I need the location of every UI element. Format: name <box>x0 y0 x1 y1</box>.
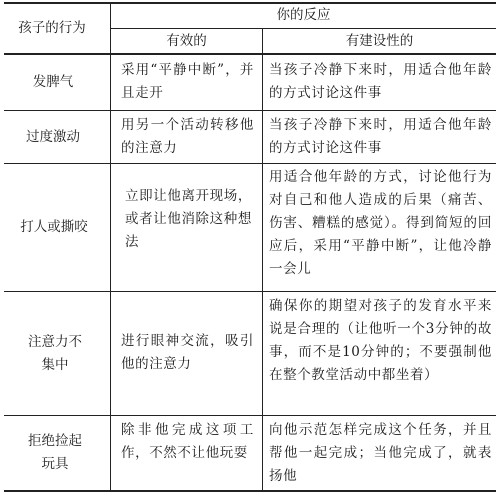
row-behavior-tantrum: 发脾气 <box>32 73 74 90</box>
row-constructive-inattentive: 确保你的期望对孩子的发育水平来说是合理的（让他听一个3分钟的故事，而不是10分钟的；不要强制他在整个教堂活动中都坐着） <box>269 298 492 383</box>
row-constructive-overexcited: 当孩子冷静下来时，用适合他年龄的方式讨论这件事 <box>269 117 492 156</box>
row-behavior-overexcited: 过度激动 <box>26 128 80 145</box>
header-effective: 有效的 <box>166 32 207 49</box>
row-behavior-hitting: 打人或撕咬 <box>20 219 88 235</box>
row-constructive-tantrum: 当孩子冷静下来时，用适合他年龄的方式讨论这件事 <box>269 62 492 101</box>
row-effective-tantrum: 采用“平静中断”，并且走开 <box>121 62 254 101</box>
behavior-reaction-table <box>4 2 496 492</box>
row-behavior-toys: 拒绝捡起玩具 <box>28 433 82 472</box>
header-behavior: 孩子的行为 <box>18 19 86 36</box>
header-constructive: 有建设性的 <box>345 32 414 49</box>
row-effective-overexcited: 用另一个活动转移他的注意力 <box>121 117 254 156</box>
row-effective-inattentive: 进行眼神交流，吸引他的注意力 <box>121 333 254 372</box>
row-effective-hitting: 立即让他离开现场，或者让他消除这种想法 <box>125 188 252 250</box>
header-your-reaction: 你的反应 <box>276 6 331 23</box>
row-constructive-toys: 向他示范怎样完成这个任务，并且帮他一起完成；当他完成了，就表扬他 <box>269 422 492 484</box>
row-constructive-hitting: 用适合他年龄的方式，讨论他行为对自己和他人造成的后果（痛苦、伤害、糟糕的感觉）。得到简短的回应后，采用“平静中断”，让他冷静一会儿 <box>269 169 492 277</box>
row-effective-toys: 除非他完成这项工作，不然不让他玩耍 <box>121 422 254 461</box>
table-bottom-border <box>4 490 496 492</box>
row-behavior-inattentive: 注意力不集中 <box>28 333 82 373</box>
